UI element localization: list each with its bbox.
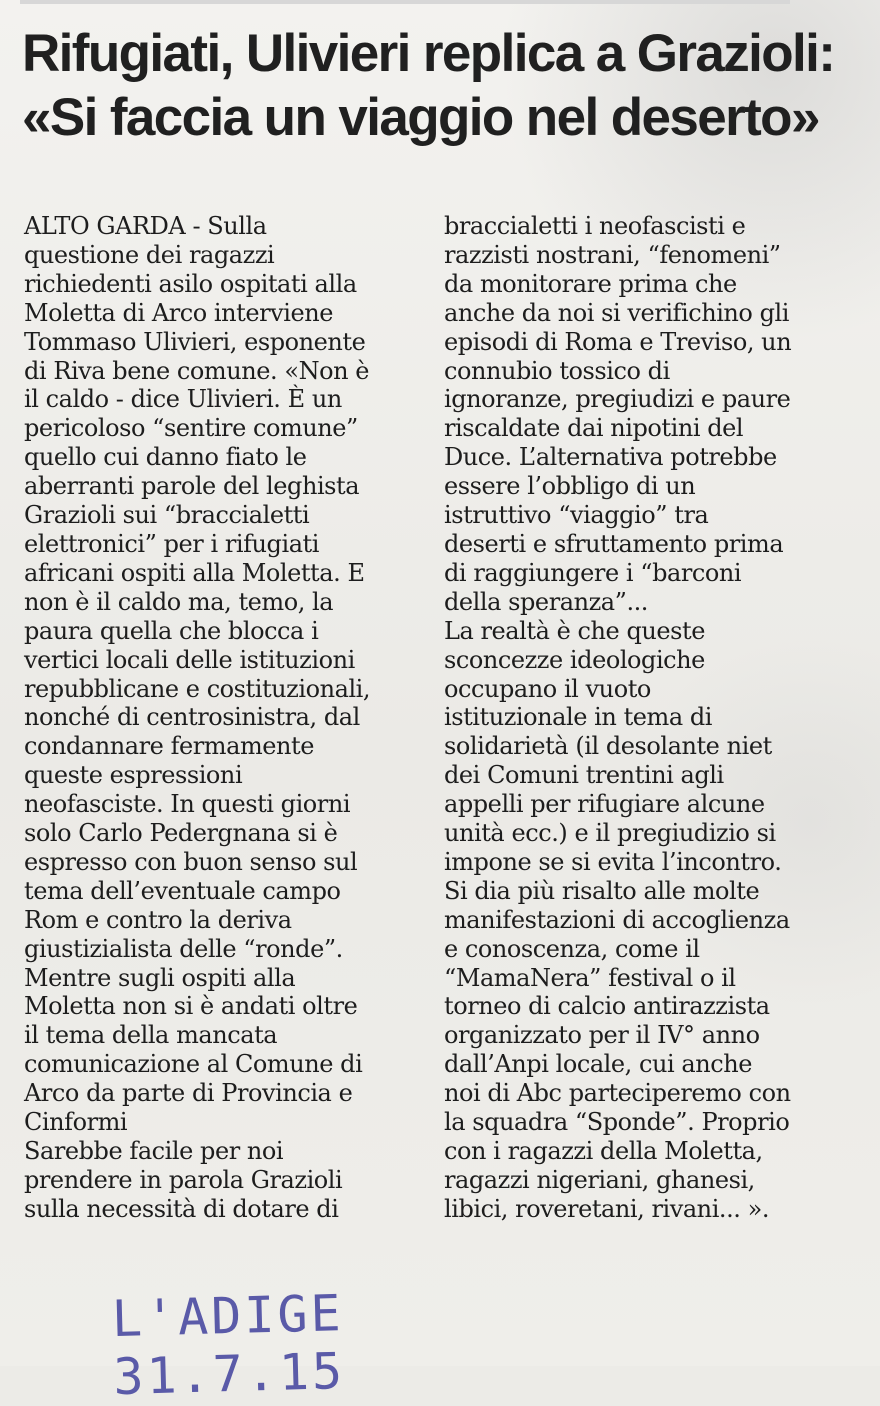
- left-text-line-35: sulla necessità di dotare di: [24, 1194, 339, 1223]
- left-text-line-22: solo Carlo Pedergnana si è: [24, 819, 338, 848]
- left-text-line-28: Moletta non si è andati oltre: [24, 992, 358, 1021]
- left-text-line-2: questione dei ragazzi: [24, 240, 275, 269]
- left-text-line-5: Tommaso Ulivieri, esponente: [24, 327, 366, 356]
- left-text-line-23: espresso con buon senso sul: [24, 847, 358, 876]
- handwritten-note: [111, 1278, 583, 1406]
- right-text-line-25: manifestazioni di accoglienza: [444, 905, 790, 934]
- right-text-line-6: connubio tossico di: [444, 356, 670, 385]
- right-text-line-16: sconcezze ideologiche: [444, 645, 705, 674]
- left-text-line-7: il caldo - dice Ulivieri. È un: [24, 385, 342, 414]
- right-text-line-3: da monitorare prima che: [444, 269, 737, 298]
- left-text-line-18: nonché di centrosinistra, dal: [24, 703, 360, 732]
- right-text-line-35: libici, roveretani, rivani... ».: [444, 1194, 770, 1223]
- right-text-line-28: torneo di calcio antirazzista: [444, 992, 770, 1021]
- left-text-line-21: neofasciste. In questi giorni: [24, 790, 351, 819]
- left-text-line-9: quello cui danno fiato le: [24, 443, 307, 472]
- right-text-line-17: occupano il vuoto: [444, 674, 651, 703]
- article-left-column: [24, 212, 422, 1222]
- right-text-line-29: organizzato per il IV° anno: [444, 1021, 760, 1050]
- article-body: [24, 212, 844, 1222]
- right-text-line-23: impone se si evita l’incontro.: [444, 847, 782, 876]
- right-text-line-21: appelli per rifugiare alcune: [444, 790, 765, 819]
- right-text-line-9: Duce. L’alternativa potrebbe: [444, 443, 777, 472]
- headline-line-1: Rifugiati, Ulivieri replica a Grazioli:: [22, 24, 835, 83]
- left-text-line-27: Mentre sugli ospiti alla: [24, 963, 296, 992]
- right-text-line-15: La realtà è che queste: [444, 616, 705, 645]
- left-text-line-24: tema dell’eventuale campo: [24, 876, 341, 905]
- left-text-line-26: giustizialista delle “ronde”.: [24, 934, 343, 963]
- right-text-line-2: razzisti nostrani, “fenomeni”: [444, 240, 781, 269]
- left-text-line-12: elettronici” per i rifugiati: [24, 529, 319, 558]
- right-text-line-22: unità ecc.) e il pregiudizio si: [444, 819, 776, 848]
- left-text-line-17: repubblicane e costituzionali,: [24, 674, 371, 703]
- right-text-line-13: di raggiungere i “barconi: [444, 558, 742, 587]
- right-text-line-32: la squadra “Sponde”. Proprio: [444, 1108, 790, 1137]
- left-text-line-6: di Riva bene comune. «Non è: [24, 356, 370, 385]
- left-text-line-11: Grazioli sui “braccialetti: [24, 501, 310, 530]
- right-text-line-26: e conoscenza, come il: [444, 934, 700, 963]
- left-text-line-29: il tema della mancata: [24, 1021, 278, 1050]
- left-text-line-31: Arco da parte di Provincia e: [24, 1079, 353, 1108]
- left-text-line-25: Rom e contro la deriva: [24, 905, 292, 934]
- right-text-line-1: braccialetti i neofascisti e: [444, 212, 746, 240]
- left-text-line-16: vertici locali delle istituzioni: [24, 645, 355, 674]
- right-text-line-4: anche da noi si verifichino gli: [444, 298, 789, 327]
- left-text-line-32: Cinformi: [24, 1108, 128, 1137]
- left-text-line-33: Sarebbe facile per noi: [24, 1137, 284, 1165]
- left-text-line-15: paura quella che blocca i: [24, 616, 319, 645]
- headline-line-2: «Si faccia un viaggio nel deserto»: [22, 88, 819, 147]
- right-text-line-12: deserti e sfruttamento prima: [444, 529, 784, 558]
- left-text-line-20: queste espressioni: [24, 761, 243, 790]
- left-text-line-8: pericoloso “sentire comune”: [24, 414, 358, 443]
- right-text-line-30: dall’Anpi locale, cui anche: [444, 1050, 753, 1079]
- right-text-line-11: istruttivo “viaggio” tra: [444, 501, 709, 530]
- right-text-line-18: istituzionale in tema di: [444, 703, 713, 732]
- right-text-line-31: noi di Abc parteciperemo con: [444, 1079, 791, 1108]
- right-text-line-27: “MamaNera” festival o il: [444, 963, 736, 992]
- left-text-line-14: non è il caldo ma, temo, la: [24, 587, 334, 616]
- right-text-line-19: solidarietà (il desolante niet: [444, 732, 772, 761]
- left-text-line-30: comunicazione al Comune di: [24, 1050, 363, 1079]
- left-text-line-10: aberranti parole del leghista: [24, 472, 360, 501]
- right-text-line-8: riscaldate dai nipotini del: [444, 414, 744, 443]
- left-text-line-13: africani ospiti alla Moletta. E: [24, 558, 365, 587]
- left-text-line-3: richiedenti asilo ospitati alla: [24, 269, 357, 298]
- left-text-line-34: prendere in parola Grazioli: [24, 1165, 343, 1194]
- right-text-line-5: episodi di Roma e Treviso, un: [444, 327, 792, 356]
- left-text-line-19: condannare fermamente: [24, 732, 314, 761]
- article-right-column: [444, 212, 842, 1222]
- right-text-line-10: essere l’obbligo di un: [444, 472, 696, 501]
- article-headline: [22, 22, 858, 150]
- left-text-line-1: ALTO GARDA - Sulla: [24, 212, 267, 240]
- right-text-line-24: Si dia più risalto alle molte: [444, 876, 760, 905]
- handwritten-date: 31.7.15: [112, 1342, 346, 1406]
- top-rule: [20, 0, 790, 4]
- right-text-line-14: della speranza”...: [444, 587, 648, 616]
- left-text-line-4: Moletta di Arco interviene: [24, 298, 333, 327]
- handwritten-publication-name: L'ADIGE: [111, 1284, 345, 1349]
- right-text-line-33: con i ragazzi della Moletta,: [444, 1137, 763, 1165]
- right-text-line-20: dei Comuni trentini agli: [444, 761, 724, 790]
- right-text-line-7: ignoranze, pregiudizi e paure: [444, 385, 791, 414]
- right-text-line-34: ragazzi nigeriani, ghanesi,: [444, 1165, 755, 1194]
